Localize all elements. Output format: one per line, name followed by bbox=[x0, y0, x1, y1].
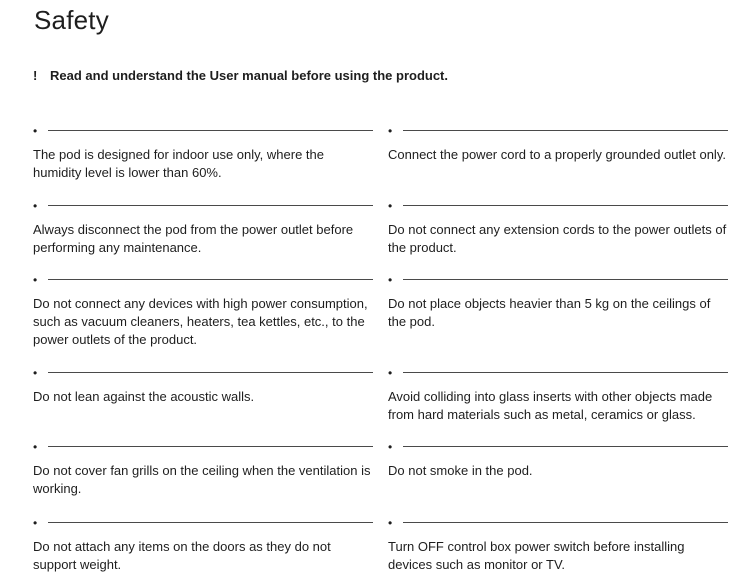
safety-item bbox=[33, 200, 373, 257]
divider bbox=[48, 279, 373, 280]
notice bbox=[33, 67, 448, 85]
safety-item-text: The pod is designed for indoor use only, where the humidity level is lower than 60%. bbox=[33, 147, 324, 180]
divider bbox=[48, 205, 373, 206]
divider bbox=[403, 205, 728, 206]
safety-item bbox=[388, 274, 728, 331]
divider bbox=[48, 372, 373, 373]
divider bbox=[48, 522, 373, 523]
safety-item-text: Do not smoke in the pod. bbox=[388, 463, 533, 478]
divider bbox=[403, 372, 728, 373]
bullet-icon: • bbox=[33, 199, 38, 213]
bullet-icon: • bbox=[388, 273, 393, 287]
safety-item-text: Always disconnect the pod from the power outlet before performing any maintenance. bbox=[33, 222, 354, 255]
safety-item-text: Do not lean against the acoustic walls. bbox=[33, 389, 255, 404]
safety-item-text: Do not connect any devices with high power consumption, such as vacuum cleaners, heaters, tea kettles, etc., to the power outlets of the product. bbox=[33, 296, 368, 347]
exclamation-icon: ! bbox=[33, 68, 38, 83]
divider bbox=[403, 446, 728, 447]
safety-item bbox=[33, 517, 373, 574]
bullet-icon: • bbox=[388, 366, 393, 380]
safety-item-text: Do not cover fan grills on the ceiling when the ventilation is working. bbox=[33, 463, 371, 496]
safety-item bbox=[33, 441, 373, 498]
bullet-icon: • bbox=[388, 440, 393, 454]
safety-item-text: Do not attach any items on the doors as they do not support weight. bbox=[33, 539, 331, 572]
safety-item bbox=[388, 125, 728, 164]
safety-item bbox=[388, 367, 728, 424]
bullet-icon: • bbox=[388, 199, 393, 213]
safety-item bbox=[388, 517, 728, 574]
divider bbox=[48, 446, 373, 447]
bullet-icon: • bbox=[33, 273, 38, 287]
divider bbox=[403, 279, 728, 280]
divider bbox=[403, 522, 728, 523]
divider bbox=[403, 130, 728, 131]
safety-item-text: Connect the power cord to a properly grounded outlet only. bbox=[388, 147, 726, 162]
safety-item-text: Avoid colliding into glass inserts with other objects made from hard materials such as metal, ceramics or glass. bbox=[388, 389, 713, 422]
bullet-icon: • bbox=[33, 516, 38, 530]
notice-text: Read and understand the User manual before using the product. bbox=[50, 68, 448, 83]
bullet-icon: • bbox=[388, 516, 393, 530]
safety-item bbox=[388, 200, 728, 257]
safety-item bbox=[388, 441, 728, 480]
safety-item-text: Do not connect any extension cords to the power outlets of the product. bbox=[388, 222, 727, 255]
safety-item-text: Do not place objects heavier than 5 kg on the ceilings of the pod. bbox=[388, 296, 711, 329]
safety-item bbox=[33, 367, 373, 406]
bullet-icon: • bbox=[33, 124, 38, 138]
divider bbox=[48, 130, 373, 131]
safety-item bbox=[33, 125, 373, 182]
safety-item-text: Turn OFF control box power switch before installing devices such as monitor or TV. bbox=[388, 539, 685, 572]
safety-item bbox=[33, 274, 373, 349]
bullet-icon: • bbox=[33, 366, 38, 380]
bullet-icon: • bbox=[33, 440, 38, 454]
bullet-icon: • bbox=[388, 124, 393, 138]
page-title: Safety bbox=[34, 5, 109, 35]
